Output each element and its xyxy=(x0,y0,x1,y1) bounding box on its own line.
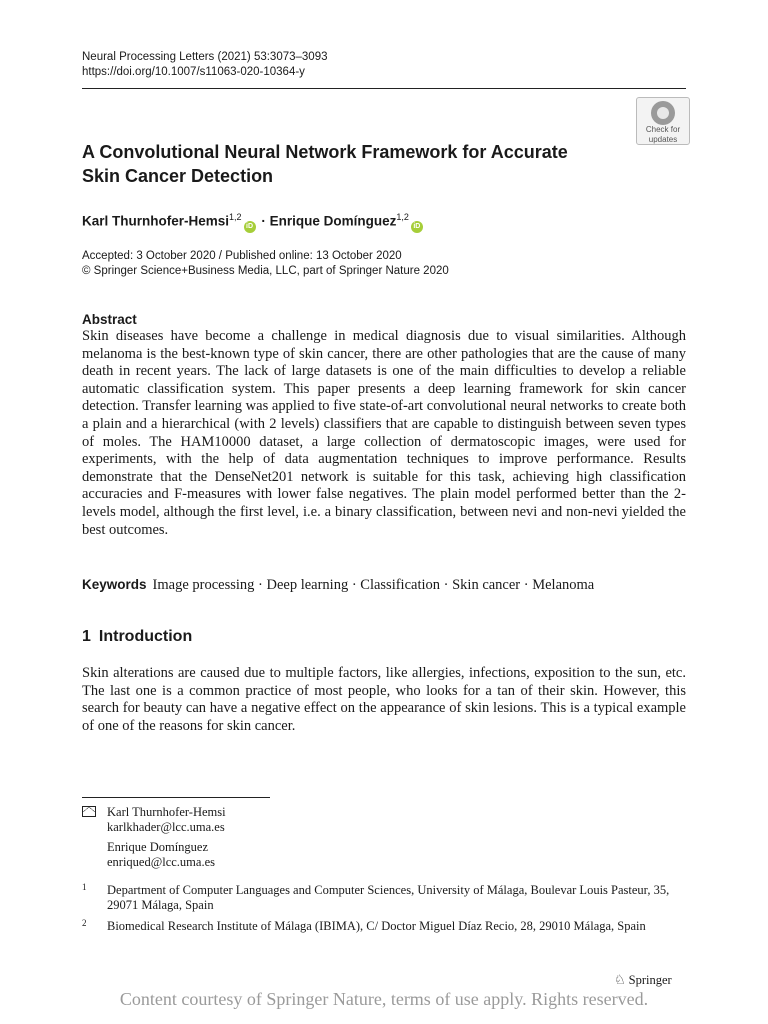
affiliation-1: Department of Computer Languages and Computer Sciences, University of Málaga, Boulevar Louis Pasteur, 35, 29071 Málaga, Spain xyxy=(107,883,670,912)
envelope-icon xyxy=(82,806,96,817)
orcid-icon[interactable]: iD xyxy=(244,221,256,233)
paper-title-line2: Skin Cancer Detection xyxy=(82,166,274,186)
corresponding-author-2 xyxy=(107,840,215,870)
contact-name: Enrique Domínguez xyxy=(107,840,209,854)
check-for-updates-line2: updates xyxy=(648,134,678,144)
journal-citation: Neural Processing Letters (2021) 53:3073–3093 xyxy=(82,51,328,63)
affiliation-number: 2 xyxy=(82,918,87,928)
contact-email[interactable]: enriqued@lcc.uma.es xyxy=(107,855,215,869)
abstract-text: Skin diseases have become a challenge in medical diagnosis due to visual similarities. Although melanoma is the best-known type of skin cancer, there are other pathologies that are the cause of many death in recent years. The lack of large datasets is one of the main difficulties to develop a reliable automatic classification system. This paper presents a deep learning framework for skin cancer detection. Transfer learning was applied to five state-of-art convolutional neural networks to create both a plain and a hierarchical (with 2 levels) classifiers that are capable to distinguish between seven types of moles. The HAM10000 dataset, a large collection of dermatoscopic images, were used for experiments, with the help of data augmentation techniques to improve performance. Results demonstrate that the DenseNet201 network is suitable for this task, achieving high classification accuracies and F-measures with lower false negatives. The plain model performed better than the 2-levels model, although the first level, i.e. a binary classification, between nevi and non-nevi yielded the best outcomes. xyxy=(82,328,686,538)
publication-dates: Accepted: 3 October 2020 / Published online: 13 October 2020 xyxy=(82,250,402,262)
author-affiliation-ref: 1,2 xyxy=(229,212,242,222)
check-for-updates-badge[interactable] xyxy=(636,97,690,145)
header-rule xyxy=(82,88,686,89)
author-affiliation-ref: 1,2 xyxy=(396,212,409,222)
affiliation-2: Biomedical Research Institute of Málaga (IBIMA), C/ Doctor Miguel Díaz Recio, 28, 29010 Málaga, Spain xyxy=(107,919,646,933)
abstract-heading: Abstract xyxy=(82,312,137,327)
check-for-updates-line1: Check for xyxy=(645,125,681,134)
copyright-notice: © Springer Science+Business Media, LLC, part of Springer Nature 2020 xyxy=(82,265,449,277)
publisher-logo xyxy=(614,972,672,988)
author-list xyxy=(82,208,425,233)
contact-email[interactable]: karlkhader@lcc.uma.es xyxy=(107,820,225,834)
keywords-line xyxy=(82,576,686,594)
check-for-updates-icon xyxy=(651,101,675,125)
keywords-heading: Keywords xyxy=(82,577,147,592)
paper-title xyxy=(82,140,642,188)
author-name[interactable]: Enrique Domínguez xyxy=(269,213,397,229)
doi-link[interactable]: https://doi.org/10.1007/s11063-020-10364-y xyxy=(82,66,305,78)
section-number: 1 xyxy=(82,628,91,645)
section-title: Introduction xyxy=(98,628,193,645)
corresponding-author-1 xyxy=(107,805,226,835)
springer-horse-icon: ♘ xyxy=(614,972,626,987)
section-heading-introduction xyxy=(82,627,192,647)
publisher-name: Springer xyxy=(628,973,672,987)
footnote-rule xyxy=(82,797,270,798)
keywords-text: Image processing · Deep learning · Classification · Skin cancer · Melanoma xyxy=(152,577,595,593)
orcid-icon[interactable]: iD xyxy=(411,221,423,233)
affiliation-number: 1 xyxy=(82,882,87,892)
author-separator: · xyxy=(261,213,266,229)
courtesy-watermark: Content courtesy of Springer Nature, terms of use apply. Rights reserved. xyxy=(119,989,649,1009)
contact-name: Karl Thurnhofer-Hemsi xyxy=(107,805,226,819)
introduction-text: Skin alterations are caused due to multiple factors, like allergies, infections, exposition to the sun, etc. The last one is a common practice of most people, who looks for a tan of their skin. However, this search for beauty can have a negative effect on the appearance of skin lesions. This is a typical example of one of the reasons for skin cancer. xyxy=(82,665,686,734)
paper-title-line1: A Convolutional Neural Network Framework for Accurate xyxy=(82,142,568,162)
author-name[interactable]: Karl Thurnhofer-Hemsi xyxy=(82,213,230,229)
